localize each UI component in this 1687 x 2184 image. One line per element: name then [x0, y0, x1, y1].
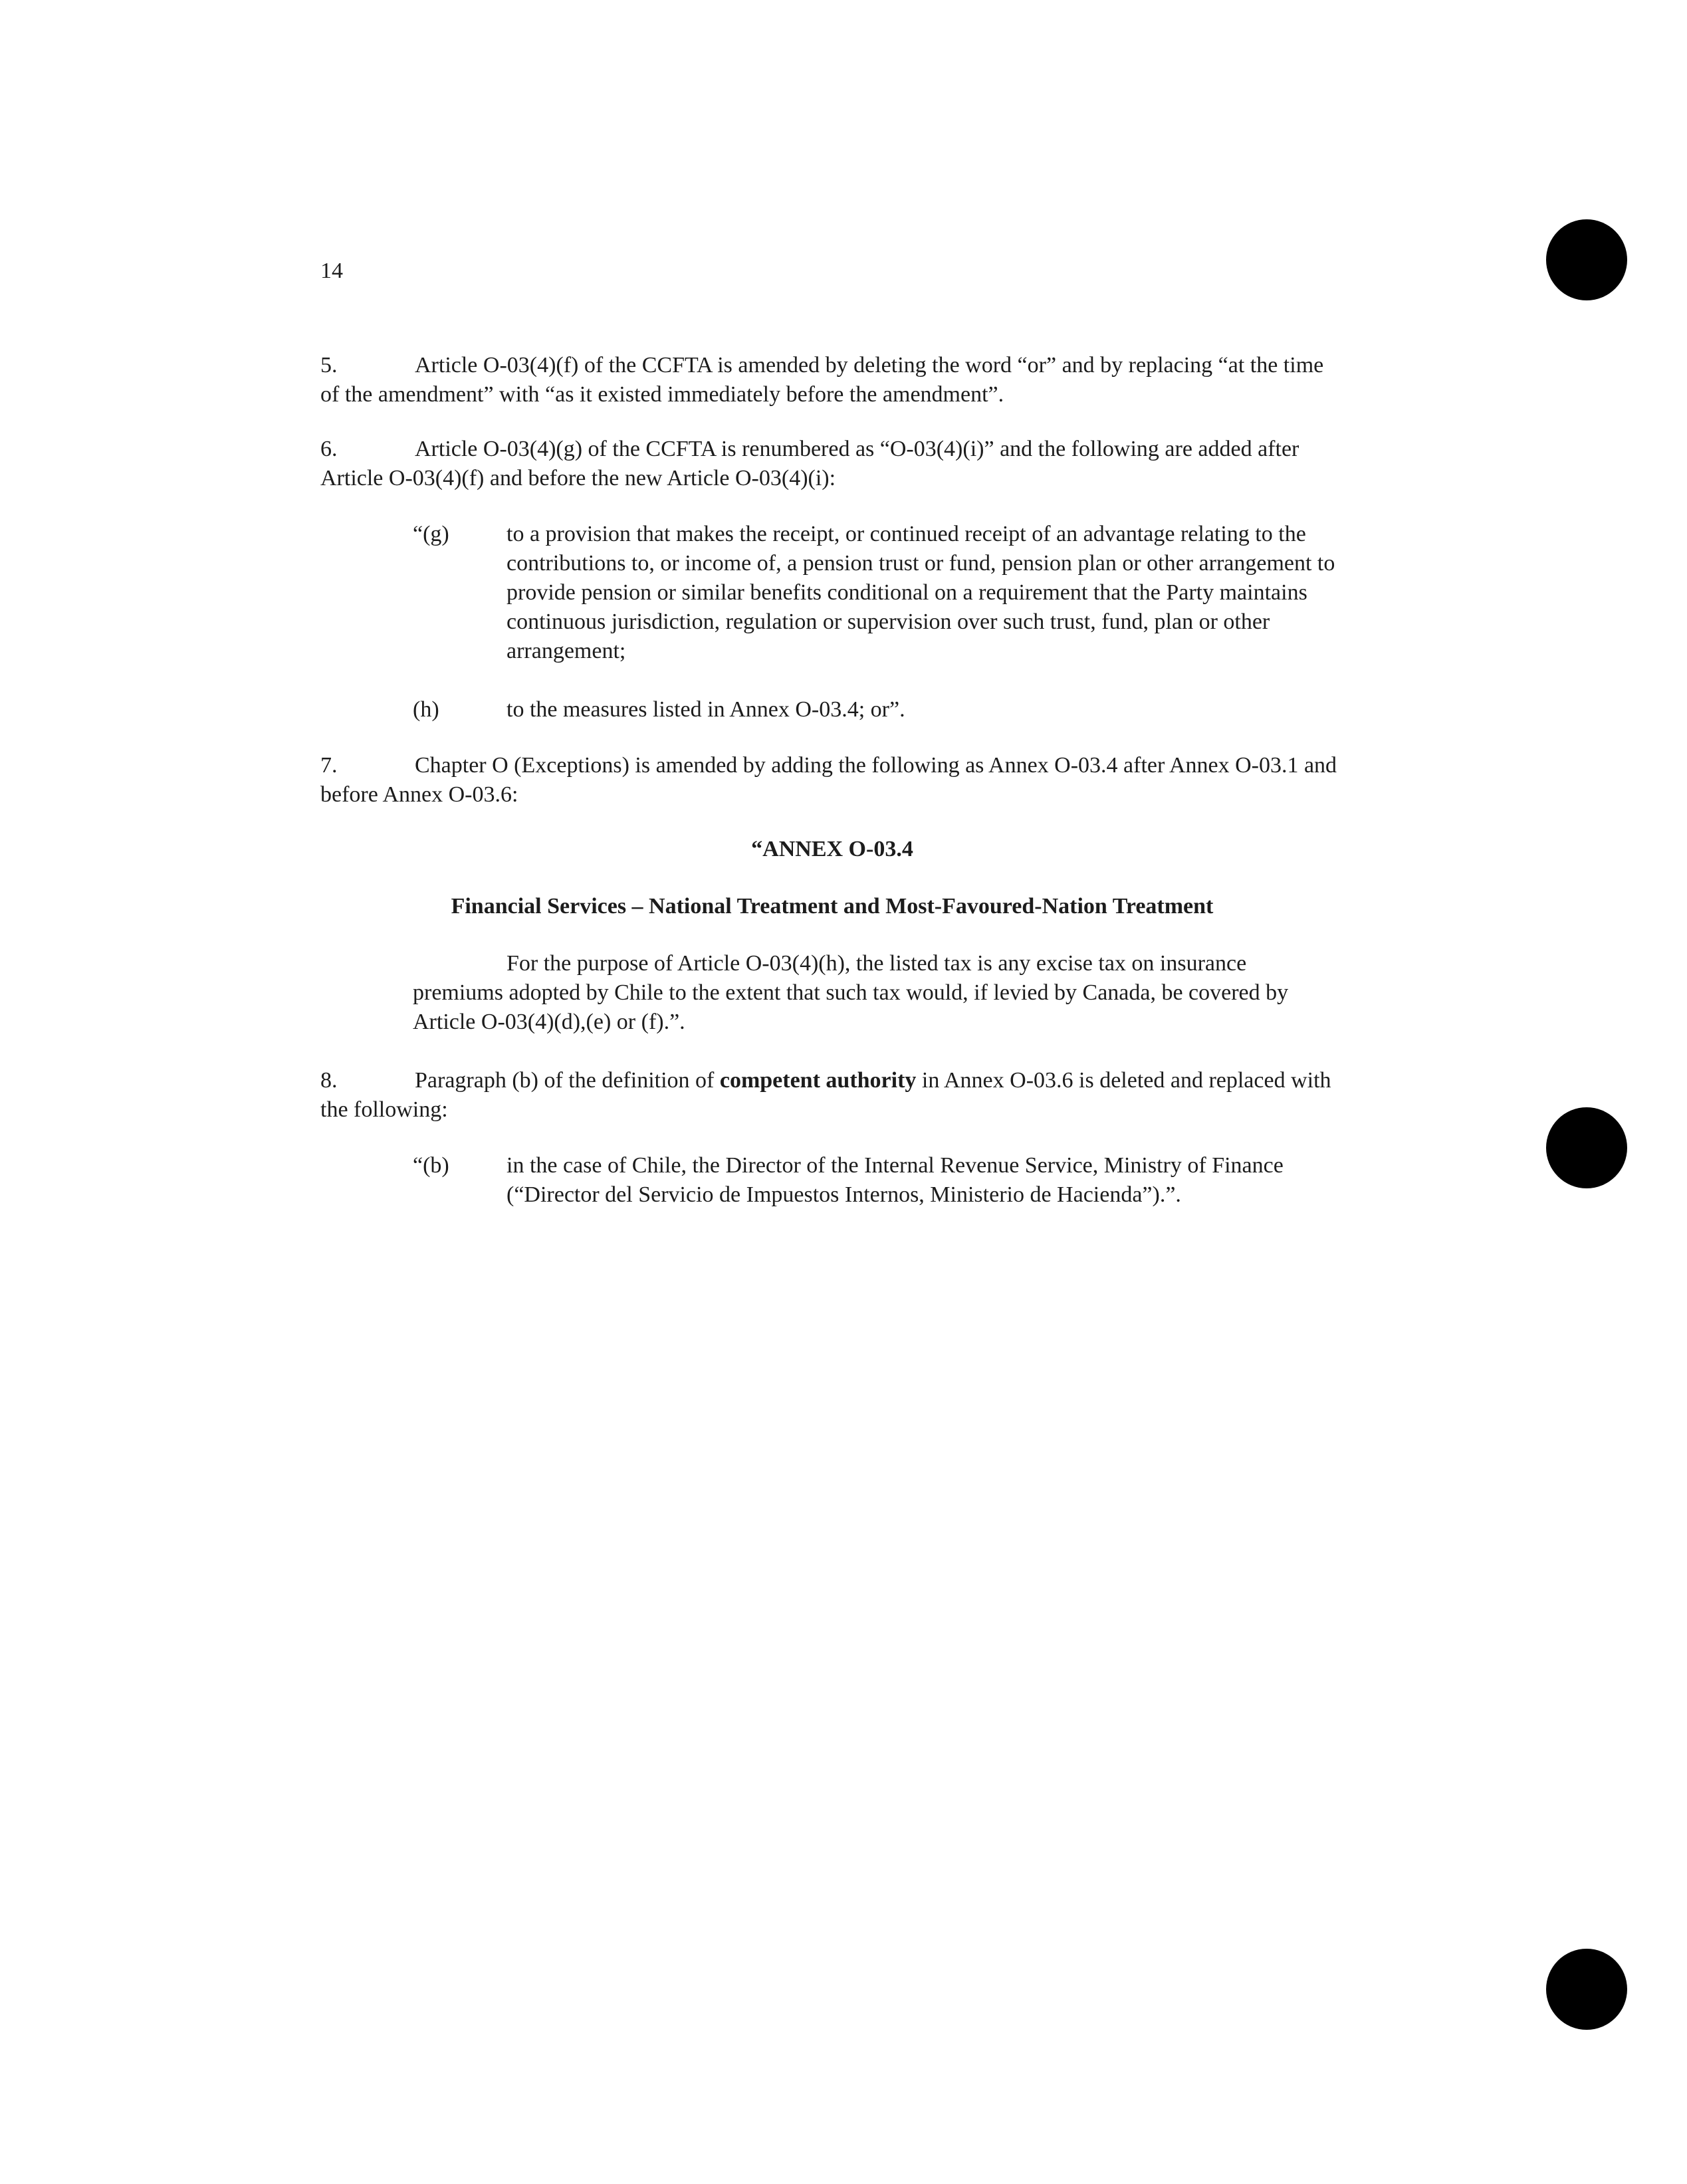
paragraph-8: [320, 1066, 1344, 1125]
subparagraph-text: to the measures listed in Annex O-03.4; or”.: [506, 697, 905, 722]
subparagraph-g: [413, 520, 1357, 666]
paragraph-number: 8.: [320, 1068, 338, 1093]
defined-term: competent authority: [719, 1068, 917, 1093]
subparagraph-text: in the case of Chile, the Director of the Internal Revenue Service, Ministry of Finance (“Director del Servicio de Impuestos Internos, Ministerio de Hacienda”).”.: [506, 1153, 1284, 1207]
subparagraph-h: [413, 695, 1357, 724]
paragraph-text-continued: in Annex O-03.6 is deleted and replaced with the following:: [320, 1068, 1331, 1122]
annex-subtitle: Financial Services – National Treatment and Most-Favoured-Nation Treatment: [451, 894, 1214, 919]
paragraph-text: Article O-03(4)(g) of the CCFTA is renumbered as “O-03(4)(i)” and the following are added after Article O-03(4)(f) and before the new Article O-03(4)(i):: [320, 437, 1299, 491]
paragraph-number: 6.: [320, 437, 338, 461]
punch-hole-bottom: [1546, 1949, 1627, 2030]
paragraph-number: 5.: [320, 353, 338, 378]
paragraph-text: Article O-03(4)(f) of the CCFTA is amended by deleting the word “or” and by replacing “at the time of the amendment” with “as it existed immediately before the amendment”.: [320, 353, 1324, 407]
punch-hole-top: [1546, 219, 1627, 300]
paragraph-6: [320, 435, 1344, 493]
subparagraph-label: “(b): [413, 1153, 449, 1178]
subparagraph-b: [413, 1151, 1357, 1210]
paragraph-5: [320, 351, 1344, 409]
annex-body: For the purpose of Article O-03(4)(h), the listed tax is any excise tax on insurance premiums adopted by Chile to the extent that such tax would, if levied by Canada, be covered by Article O-03(4)(d),(e) or (f).”.: [413, 951, 1289, 1034]
annex-title: “ANNEX O-03.4: [751, 837, 913, 861]
punch-hole-middle: [1546, 1107, 1627, 1188]
paragraph-text: Chapter O (Exceptions) is amended by adding the following as Annex O-03.4 after Annex O-03.1 and before Annex O-03.6:: [320, 753, 1337, 807]
paragraph-text: Paragraph (b) of the definition of: [415, 1068, 720, 1093]
page-number: 14: [320, 259, 343, 283]
subparagraph-text: to a provision that makes the receipt, or continued receipt of an advantage relating to the contributions to, or income of, a pension trust or fund, pension plan or other arrangement to provide pension or similar benefits conditional on a requirement that the Party maintains continuous jurisdiction, regulation or supervision over such trust, fund, plan or other arrangement;: [506, 522, 1335, 663]
paragraph-7: [320, 751, 1344, 810]
paragraph-number: 7.: [320, 753, 338, 778]
subparagraph-label: “(g): [413, 522, 449, 546]
subparagraph-label: (h): [413, 697, 439, 722]
